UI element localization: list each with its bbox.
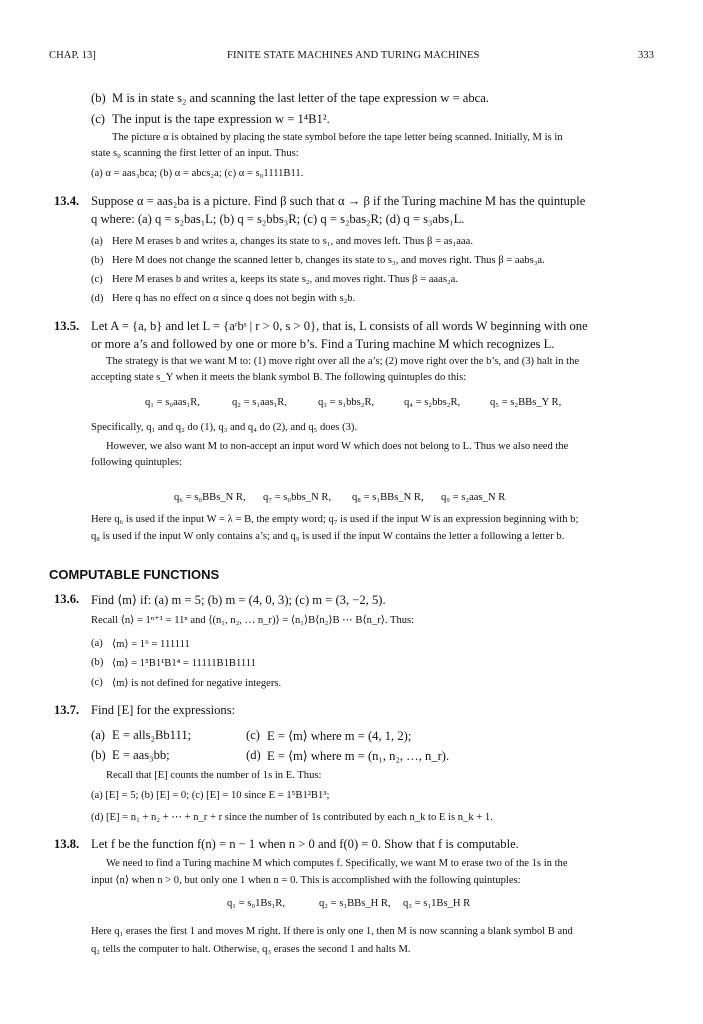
solution-line: Here q₆ is used if the input W = λ = B, the empty word; q₇ is used if the input W is an expression beginning with b; bbox=[91, 514, 579, 525]
solution-line: Here q has no effect on α since q does not begin with s₂b. bbox=[112, 293, 356, 304]
solution-line: q₂ tells the computer to halt. Otherwise, q₃ erases the second 1 and halts M. bbox=[91, 944, 411, 955]
problem-number: 13.8. bbox=[54, 837, 80, 851]
problem-stem: Let A = {a, b} and let L = {aʳbˢ | r > 0, s > 0}, that is, L consists of all words W beginning with one bbox=[91, 319, 588, 333]
cont-note-line: state s₀ scanning the first letter of an input. Thus: bbox=[91, 148, 299, 159]
problem-stem: Suppose α = aas₂ba is a picture. Find β such that α → β if the Turing machine M has the quintuple bbox=[91, 194, 586, 208]
quintuple: q₈ = s₁BBs_N R, bbox=[352, 492, 424, 503]
expression-label: (b) bbox=[91, 748, 106, 762]
quintuple: q₁ = s₀1Bs₁R, bbox=[227, 898, 285, 909]
solution-line: accepting state s_Y when it meets the blank symbol B. The following quintuples do this: bbox=[91, 372, 467, 383]
solution-label: (c) bbox=[91, 274, 103, 285]
solution-line: ⟨m⟩ = 1⁵B1¹B1⁴ = 11111B1B1111 bbox=[112, 658, 256, 669]
expression: E = ⟨m⟩ where m = (n₁, n₂, …, n_r). bbox=[267, 749, 450, 763]
solution-line: Recall ⟨n⟩ = 1ⁿ⁺¹ = 11ⁿ and ⟨(n₁, n₂, … n_r)⟩ = ⟨n₁⟩B⟨n₂⟩B ⋯ B⟨n_r⟩. Thus: bbox=[91, 615, 415, 626]
quintuple: q₄ = s₂bbs₂R, bbox=[404, 397, 461, 408]
expression: E = alls₂Bb111; bbox=[112, 728, 192, 742]
solution-label: (a) bbox=[91, 236, 103, 247]
problem-stem: or more a’s and followed by one or more b’s. Find a Turing machine M which recognizes L. bbox=[91, 337, 555, 351]
cont-b-label: (b) bbox=[91, 91, 106, 105]
solution-label: (a) bbox=[91, 638, 103, 649]
quintuple: q₅ = s₂BBs_Y R, bbox=[490, 397, 562, 408]
quintuple: q₇ = s₀bbs_N R, bbox=[263, 492, 332, 503]
solution-line: (a) [E] = 5; (b) [E] = 0; (c) [E] = 10 since E = 1⁵B1²B1³; bbox=[91, 790, 330, 801]
solution-line: ⟨m⟩ = 1⁶ = 111111 bbox=[112, 639, 190, 650]
solution-line: input ⟨n⟩ when n > 0, but only one 1 when n = 0. This is accomplished with the following quintuples: bbox=[91, 875, 521, 886]
quintuple: q₃ = s₁1Bs_H R bbox=[403, 898, 471, 909]
cont-c-label: (c) bbox=[91, 112, 105, 126]
solution-line: Here M erases b and writes a, keeps its state s₂, and moves right. Thus β = aaas₂a. bbox=[112, 274, 458, 285]
problem-stem: Let f be the function f(n) = n − 1 when n > 0 and f(0) = 0. Show that f is computable. bbox=[91, 837, 519, 851]
problem-number: 13.5. bbox=[54, 319, 80, 333]
quintuple: q₂ = s₁aas₁R, bbox=[232, 397, 288, 408]
header-page-number: 333 bbox=[638, 50, 655, 61]
problem-number: 13.7. bbox=[54, 703, 80, 717]
solution-line: However, we also want M to non-accept an input word W which does not belong to L. Thus we also need the bbox=[106, 441, 569, 452]
problem-stem: Find ⟨m⟩ if: (a) m = 5; (b) m = (4, 0, 3); (c) m = (3, −2, 5). bbox=[91, 593, 386, 607]
problem-number: 13.4. bbox=[54, 194, 80, 208]
problem-number: 13.6. bbox=[54, 592, 80, 606]
solution-label: (d) bbox=[91, 293, 104, 304]
quintuple: q₂ = s₁BBs_H R, bbox=[319, 898, 391, 909]
solution-line: Here M does not change the scanned letter b, changes its state to s₃, and moves right. Thus β = aabs₃a. bbox=[112, 255, 545, 266]
quintuple: q₃ = s₁bbs₂R, bbox=[318, 397, 375, 408]
cont-c-text: The input is the tape expression w = 1⁴B1². bbox=[112, 112, 330, 126]
solution-line: Here M erases b and writes a, changes its state to s₁, and moves left. Thus β = as₁aaa. bbox=[112, 236, 473, 247]
expression-label: (a) bbox=[91, 728, 105, 742]
solution-line: Here q₁ erases the first 1 and moves M right. If there is only one 1, then M is now scanning a blank symbol B and bbox=[91, 926, 573, 937]
header-title: FINITE STATE MACHINES AND TURING MACHINES bbox=[227, 50, 480, 61]
solution-label: (b) bbox=[91, 255, 104, 266]
solution-line: Recall that [E] counts the number of 1s in E. Thus: bbox=[106, 770, 322, 781]
solution-label: (b) bbox=[91, 657, 104, 668]
expression-label: (d) bbox=[246, 748, 261, 762]
expression: E = ⟨m⟩ where m = (4, 1, 2); bbox=[267, 729, 412, 743]
solution-label: (c) bbox=[91, 677, 103, 688]
cont-note-line: The picture α is obtained by placing the state symbol before the tape letter being scanned. Initially, M is in bbox=[112, 132, 563, 143]
solution-line: We need to find a Turing machine M which computes f. Specifically, we want M to erase two of the 1s in the bbox=[106, 858, 568, 869]
solution-line: The strategy is that we want M to: (1) move right over all the a’s; (2) move right over the b’s, and (3) halt in the bbox=[106, 356, 580, 367]
problem-stem: Find [E] for the expressions: bbox=[91, 703, 236, 717]
solution-line: Specifically, q₁ and q₂ do (1), q₃ and q₄ do (2), and q₅ does (3). bbox=[91, 422, 358, 433]
solution-line: q₈ is used if the input W only contains a’s; and q₉ is used if the input W contains the letter a following a letter b. bbox=[91, 531, 565, 542]
cont-answers: (a) α = aas₃bca; (b) α = abcs₂a; (c) α = s₀1111B11. bbox=[91, 168, 304, 179]
quintuple: q₆ = s₀BBs_N R, bbox=[174, 492, 246, 503]
quintuple: q₁ = s₀aas₁R, bbox=[145, 397, 201, 408]
solution-line: following quintuples: bbox=[91, 457, 182, 468]
expression-label: (c) bbox=[246, 728, 260, 742]
problem-stem: q where: (a) q = s₂bas₁L; (b) q = s₂bbs₃R; (c) q = s₂bas₂R; (d) q = s₃abs₁L. bbox=[91, 212, 465, 226]
expression: E = aas₃bb; bbox=[112, 748, 170, 762]
cont-b-text: M is in state s₂ and scanning the last letter of the tape expression w = abca. bbox=[112, 91, 489, 105]
solution-line: ⟨m⟩ is not defined for negative integers. bbox=[112, 678, 282, 689]
header-chapter: CHAP. 13] bbox=[49, 50, 96, 61]
section-heading: COMPUTABLE FUNCTIONS bbox=[49, 567, 220, 582]
solution-line: (d) [E] = n₁ + n₂ + ⋯ + n_r + r since the number of 1s contributed by each n_k to E is n_k + 1. bbox=[91, 812, 493, 823]
quintuple: q₉ = s₂aas_N R bbox=[441, 492, 506, 503]
